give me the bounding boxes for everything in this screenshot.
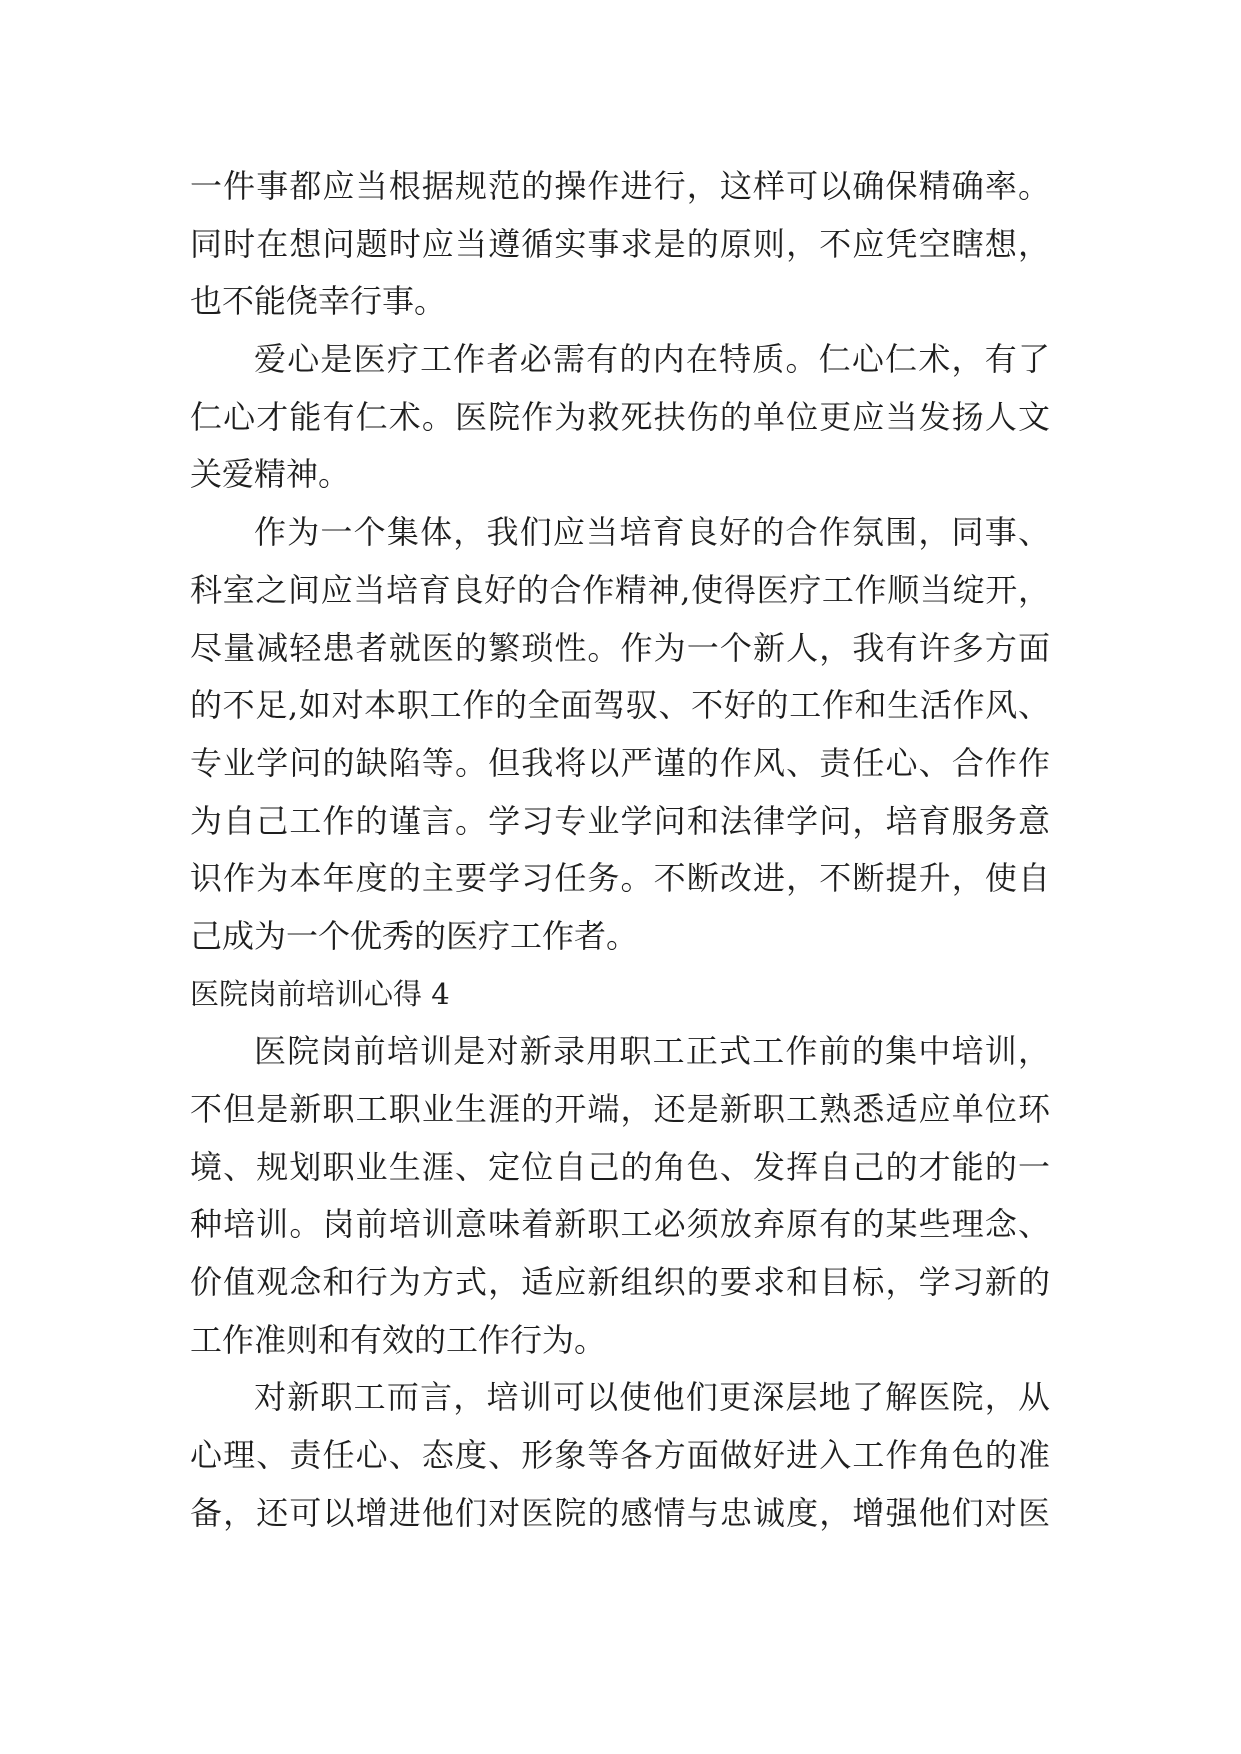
- text-line: 的不足,如对本职工作的全面驾驭、不好的工作和生活作风、: [190, 686, 1050, 725]
- document-body: [190, 158, 1050, 1543]
- paragraph: [190, 158, 1050, 331]
- text-line: 医院岗前培训是对新录用职工正式工作前的集中培训，: [254, 1032, 1050, 1071]
- paragraph: [190, 1023, 1050, 1369]
- text-line: 一件事都应当根据规范的操作进行，这样可以确保精确率。: [190, 167, 1050, 205]
- text-line: 尽量减轻患者就医的繁琐性。作为一个新人，我有许多方面: [190, 628, 1050, 667]
- text-line: 对新职工而言，培训可以使他们更深层地了解医院，从: [254, 1378, 1050, 1417]
- text-line: 工作准则和有效的工作行为。: [190, 1320, 607, 1359]
- section-heading: 医院岗前培训心得 4: [190, 976, 450, 1011]
- text-line: 同时在想问题时应当遵循实事求是的原则，不应凭空瞎想，: [190, 224, 1050, 263]
- paragraph: [190, 331, 1050, 504]
- text-line: 仁心才能有仁术。医院作为救死扶伤的单位更应当发扬人文: [190, 397, 1050, 436]
- text-line: 作为一个集体，我们应当培育良好的合作氛围，同事、: [254, 513, 1050, 552]
- text-line: 境、规划职业生涯、定位自己的角色、发挥自己的才能的一: [190, 1147, 1050, 1186]
- text-line: 己成为一个优秀的医疗工作者。: [190, 916, 639, 955]
- text-line: 关爱精神。: [190, 455, 351, 494]
- text-line: 爱心是医疗工作者必需有的内在特质。仁心仁术，有了: [254, 340, 1050, 379]
- text-line: 识作为本年度的主要学习任务。不断改进，不断提升，使自: [190, 859, 1050, 898]
- text-line: 种培训。岗前培训意味着新职工必须放弃原有的某些理念、: [190, 1205, 1050, 1244]
- text-line: 也不能侥幸行事。: [190, 282, 447, 321]
- text-line: 不但是新职工职业生涯的开端，还是新职工熟悉适应单位环: [190, 1090, 1050, 1128]
- paragraph: [190, 1369, 1050, 1542]
- text-line: 价值观念和行为方式，适应新组织的要求和目标，学习新的: [190, 1263, 1050, 1302]
- text-line: 心理、责任心、态度、形象等各方面做好进入工作角色的准: [190, 1436, 1050, 1475]
- paragraph: [190, 504, 1050, 966]
- text-line: 备，还可以增进他们对医院的感情与忠诚度，增强他们对医: [190, 1493, 1050, 1532]
- text-line: 为自己工作的谨言。学习专业学问和法律学问，培育服务意: [190, 801, 1050, 840]
- text-line: 科室之间应当培育良好的合作精神,使得医疗工作顺当绽开，: [190, 570, 1050, 609]
- text-line: 专业学问的缺陷等。但我将以严谨的作风、责任心、合作作: [190, 743, 1050, 782]
